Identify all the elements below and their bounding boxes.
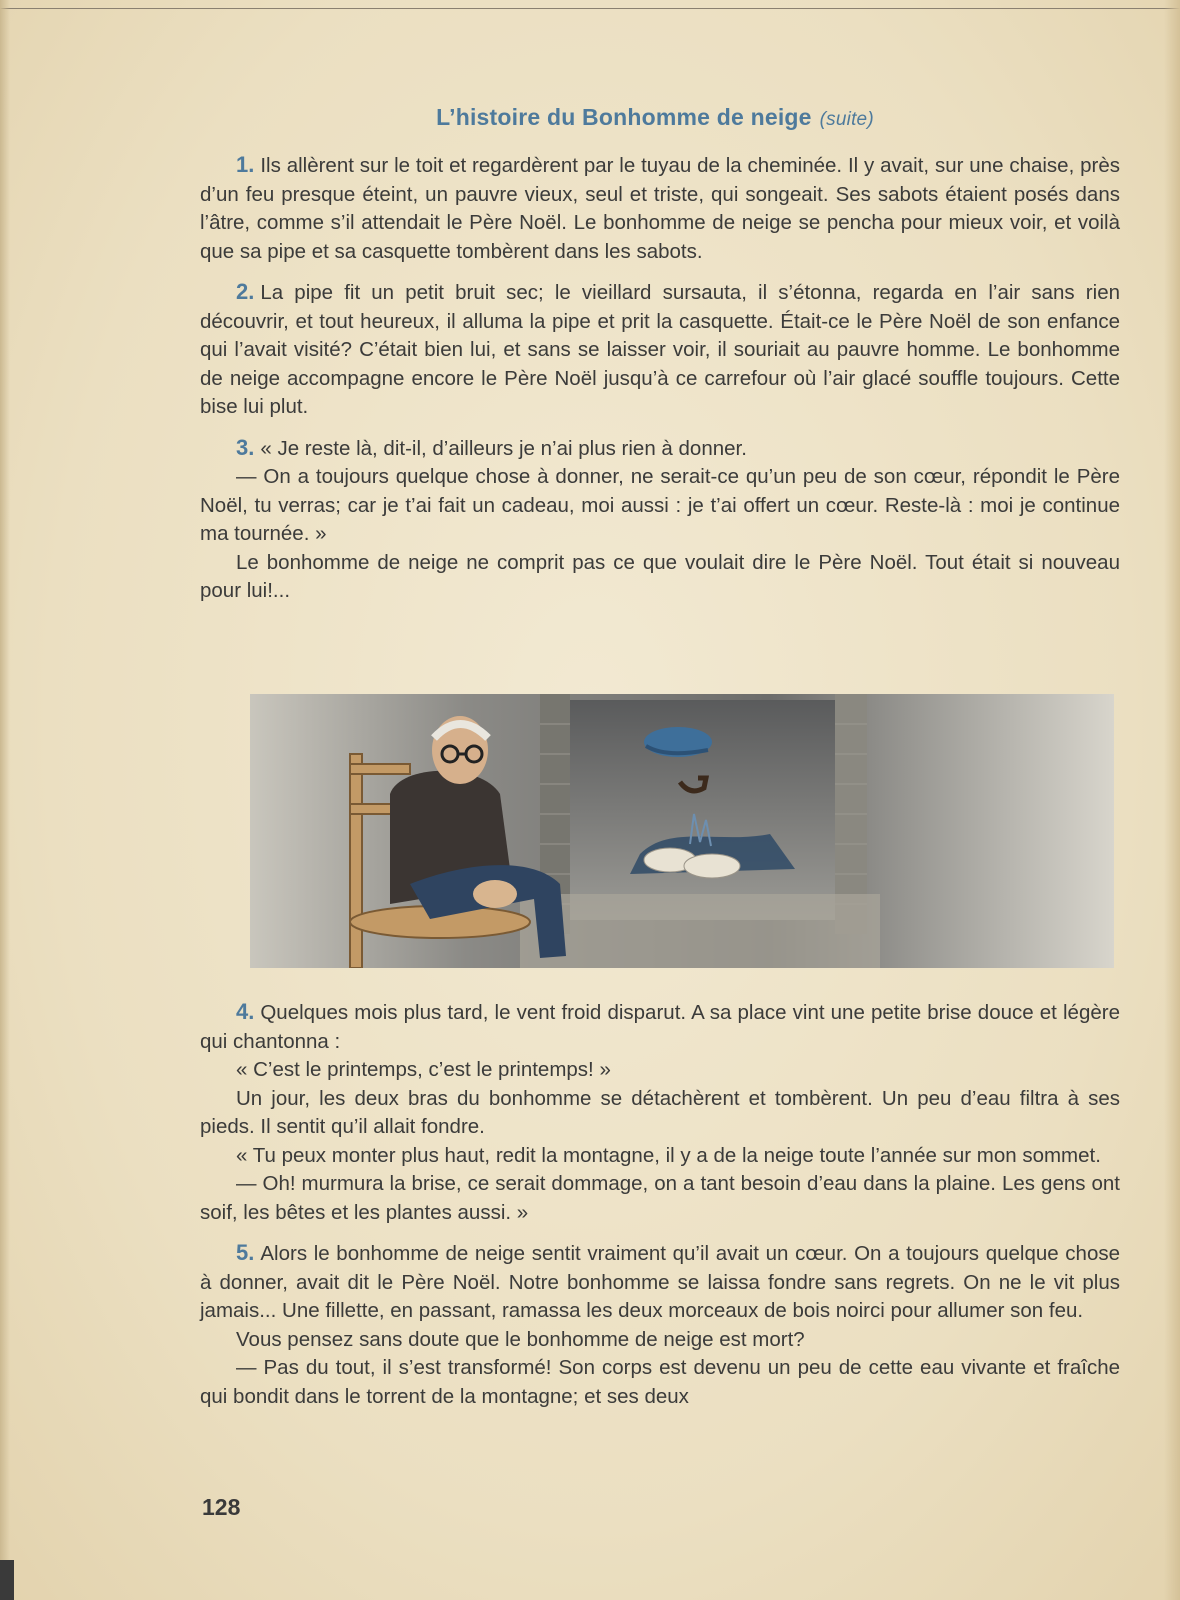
- section-2: [200, 278, 1120, 422]
- section-text: « Je reste là, dit-il, d’ailleurs je n’ai plus rien à donner.: [260, 436, 747, 460]
- section-number: 3.: [236, 434, 255, 460]
- page-corner-shadow: [0, 1560, 14, 1600]
- paragraph: Vous pensez sans doute que le bonhomme de neige est mort?: [236, 1327, 805, 1351]
- page-number: 128: [202, 1494, 241, 1520]
- upper-text-block: [200, 151, 1120, 618]
- title-main: L’histoire du Bonhomme de neige: [436, 104, 812, 130]
- section-4: [200, 998, 1120, 1056]
- page-left-edge: [0, 0, 10, 1600]
- paragraph: « C’est le printemps, c’est le printemps! »: [236, 1058, 611, 1081]
- section-1: [200, 151, 1120, 266]
- paragraph: — Oh! murmura la brise, ce serait dommage, on a tant besoin d’eau dans la plaine. Les gens ont soif, les bêtes et les plantes aussi. »: [200, 1172, 1120, 1224]
- section-3: [200, 434, 1120, 464]
- paragraph: « Tu peux monter plus haut, redit la montagne, il y a de la neige toute l’année sur mon sommet.: [236, 1143, 1101, 1167]
- section-number: 5.: [236, 1240, 255, 1265]
- top-rule: [0, 8, 1180, 9]
- hearth-floor: [520, 894, 880, 968]
- sabot: [684, 854, 740, 878]
- section-text: Ils allèrent sur le toit et regardèrent par le tuyau de la cheminée. Il y avait, sur une chaise, près d’un feu presque éteint, un pauvre vieux, seul et triste, qui songeait. Ses sabots étaient posés dans l’âtre, comme s’il attendait le Père Noël. Le bonhomme de neige se pencha pour mieux voir, et voilà que sa pipe et sa casquette tombèrent dans les sabots.: [200, 154, 1120, 263]
- section-number: 4.: [236, 999, 255, 1024]
- title-suite: (suite): [819, 109, 874, 130]
- lower-text-block: [200, 998, 1120, 1411]
- paragraph: Le bonhomme de neige ne comprit pas ce que voulait dire le Père Noël. Tout était si nouveau pour lui!...: [200, 550, 1120, 602]
- page-right-edge: [1164, 0, 1180, 1600]
- section-number: 1.: [236, 152, 255, 177]
- section-text: Quelques mois plus tard, le vent froid disparut. A sa place vint une petite brise douce et légère qui chantonna :: [200, 1001, 1120, 1053]
- old-man-hands: [473, 880, 517, 908]
- illustration-old-man-fireplace: [250, 694, 1114, 968]
- section-5: [200, 1239, 1120, 1326]
- section-number: 2.: [236, 279, 255, 304]
- paragraph: — Pas du tout, il s’est transformé! Son corps est devenu un peu de cette eau vivante et fraîche qui bondit dans le torrent de la montagne; et ses deux: [200, 1356, 1120, 1408]
- paragraph: — On a toujours quelque chose à donner, ne serait-ce qu’un peu de son cœur, répondit le Père Noël, tu verras; car je t’ai fait un cadeau, moi aussi : je t’ai offert un cœur. Reste-là : moi je continue ma tournée. »: [200, 465, 1120, 545]
- paragraph: Un jour, les deux bras du bonhomme se détachèrent et tombèrent. Un peu d’eau filtra à ses pieds. Il sentit qu’il allait fondre.: [200, 1086, 1120, 1138]
- section-text: Alors le bonhomme de neige sentit vraiment qu’il avait un cœur. On a toujours quelque chose à donner, avait dit le Père Noël. Notre bonhomme se laissa fondre sans regrets. On ne le vit plus jamais... Une fillette, en passant, ramassa les deux morceaux de bois noirci pour allumer son feu.: [200, 1242, 1120, 1322]
- section-text: La pipe fit un petit bruit sec; le vieillard sursauta, il s’étonna, regarda en l’air sans rien découvrir, et tout heureux, il alluma la pipe et prit la casquette. Était-ce le Père Noël de son enfance qui l’avait visité? C’était bien lui, et sans se laisser voir, il souriait au pauvre homme. Le bonhomme de neige accompagne encore le Père Noël jusqu’à ce carrefour où l’air glacé souffle toujours. Cette bise lui plut.: [200, 281, 1120, 418]
- page-title: [0, 104, 1180, 131]
